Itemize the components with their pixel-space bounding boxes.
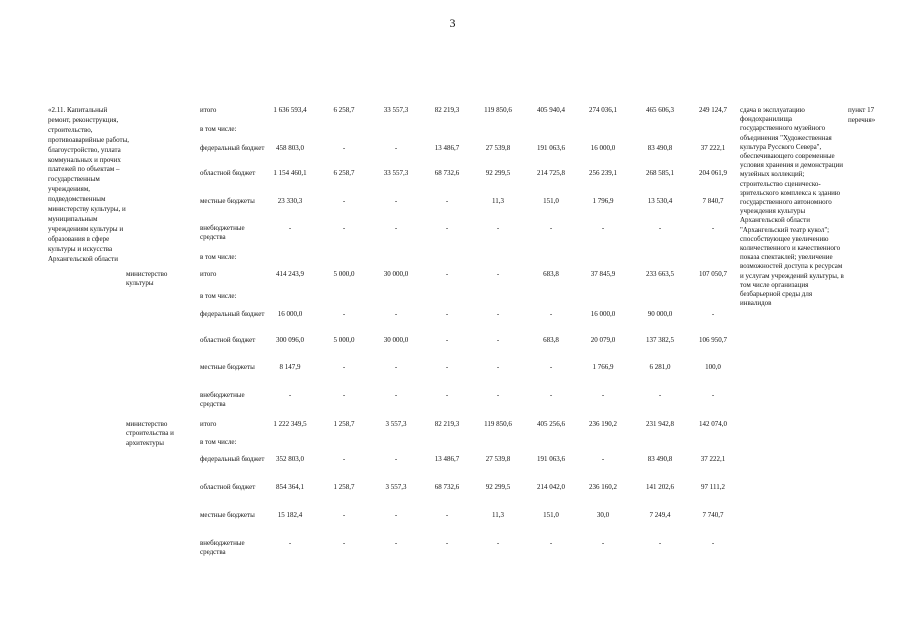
amount-cell: 92 299,5 [485,483,511,491]
amount-cell: 191 063,6 [537,455,565,463]
amount-cell: 1 796,9 [592,197,614,205]
amount-cell: 37 845,9 [590,270,616,278]
amount-cell: - [342,363,346,371]
amount-cell: 33 557,3 [383,169,409,177]
funding-source-label: в том числе: [200,438,237,446]
amount-cell: 1 258,7 [333,483,355,491]
amount-cell: 97 111,2 [701,483,725,491]
amount-cell: - [394,511,398,519]
amount-cell: 300 096,0 [276,336,304,344]
executor: министерство строительства и архитектуры [126,420,174,447]
amount-cell: - [496,270,500,278]
amount-cell: 352 803,0 [276,455,304,463]
amount-cell: - [445,391,449,399]
amount-cell: 106 950,7 [699,336,727,344]
funding-source-label: федеральный бюджет [200,455,265,463]
funding-source-label: внебюджетные средства [200,391,245,409]
amount-cell: 854 364,1 [276,483,304,491]
amount-cell: 33 557,3 [383,106,409,114]
amount-cell: 683,8 [543,336,559,344]
amount-cell: - [342,144,346,152]
amount-cell: - [445,511,449,519]
amount-cell: - [288,539,292,547]
executor: министерство культуры [126,270,168,288]
amount-cell: - [601,391,605,399]
amount-cell: 16 000,0 [277,310,303,318]
funding-source-label: местные бюджеты [200,363,255,371]
amount-cell: 11,3 [492,197,504,205]
amount-cell: 13 530,4 [647,197,673,205]
amount-cell: - [496,391,500,399]
amount-cell: 3 557,3 [385,420,407,428]
amount-cell: 30,0 [596,511,610,519]
amount-cell: - [394,144,398,152]
amount-cell: 142 074,0 [699,420,727,428]
amount-cell: 1 258,7 [333,420,355,428]
funding-source-label: областной бюджет [200,483,256,491]
amount-cell: 465 606,3 [646,106,674,114]
amount-cell: 119 850,6 [484,420,512,428]
expected-result: сдача в эксплуатацию фондохранилища государственного музейного объединения "Художественная культура Русского Севера", обеспечивающего современные условия хранения и демонстрации музейных коллекций; строительство сценическо-зрительского комплекса к зданию государственного автономного учреждения культуры Архангельской области "Архангельский театр кукол"; способствующее увеличению количественного и качественного показа спектаклей; увеличение возможностей доступа к ресурсам и услугам учреждений культуры, в том числе организация безбарьерной среды для инвалидов [740,106,844,308]
amount-cell: - [394,224,398,232]
funding-source-label: в том числе: [200,125,237,133]
amount-cell: - [601,455,605,463]
amount-cell: - [342,197,346,205]
amount-cell: 15 182,4 [277,511,303,519]
amount-cell: 90 000,0 [647,310,673,318]
amount-cell: 5 000,0 [333,336,355,344]
amount-cell: 274 036,1 [589,106,617,114]
amount-cell: 214 042,0 [537,483,565,491]
amount-cell: - [445,363,449,371]
amount-cell: 6 258,7 [333,106,355,114]
amount-cell: - [711,224,715,232]
amount-cell: - [549,224,553,232]
amount-cell: 16 000,0 [590,310,616,318]
amount-cell: - [658,224,662,232]
amount-cell: 16 000,0 [590,144,616,152]
amount-cell: - [549,310,553,318]
amount-cell: - [549,539,553,547]
funding-source-label: в том числе: [200,292,237,300]
amount-cell: 405 940,4 [537,106,565,114]
amount-cell: 100,0 [705,363,721,371]
amount-cell: 137 382,5 [646,336,674,344]
amount-cell: 7 840,7 [702,197,724,205]
funding-source-label: внебюджетные средства [200,539,245,557]
amount-cell: 7 740,7 [702,511,724,519]
amount-cell: - [496,310,500,318]
amount-cell: - [394,391,398,399]
amount-cell: - [496,336,500,344]
funding-source-label: федеральный бюджет [200,144,265,152]
funding-source-label: итого [200,106,217,114]
amount-cell: - [549,391,553,399]
funding-source-label: итого [200,270,217,278]
amount-cell: - [496,539,500,547]
amount-cell: 20 079,0 [590,336,616,344]
amount-cell: 30 000,0 [383,336,409,344]
amount-cell: 1 766,9 [592,363,614,371]
amount-cell: 236 190,2 [589,420,617,428]
amount-cell: - [711,310,715,318]
amount-cell: 204 061,9 [699,169,727,177]
amount-cell: 13 486,7 [434,455,460,463]
amount-cell: - [445,336,449,344]
measure-description: «2.11. Капитальный ремонт, реконструкция, строительство, противоаварийные работы, благоустройство, уплата коммунальных и прочих платежей по объектам – государственным учреждениям, подведомственным министерству культуры, и муниципальным учреждениям культуры и образования в сфере культуры и искусства Архангельской области [48,106,130,263]
amount-cell: 405 256,6 [537,420,565,428]
amount-cell: 414 243,9 [276,270,304,278]
amount-cell: 7 249,4 [649,511,671,519]
amount-cell: 83 490,8 [647,455,673,463]
amount-cell: - [496,363,500,371]
amount-cell: - [342,224,346,232]
amount-cell: 1 636 593,4 [273,106,307,114]
amount-cell: 268 585,1 [646,169,674,177]
amount-cell: - [394,539,398,547]
amount-cell: 37 222,1 [700,144,726,152]
amount-cell: 27 539,8 [485,455,511,463]
amount-cell: - [711,539,715,547]
amount-cell: - [658,539,662,547]
amount-cell: 256 239,1 [589,169,617,177]
amount-cell: 141 202,6 [646,483,674,491]
amount-cell: 683,8 [543,270,559,278]
amount-cell: 231 942,8 [646,420,674,428]
amount-cell: 1 222 349,5 [273,420,307,428]
amount-cell: 30 000,0 [383,270,409,278]
amount-cell: - [445,197,449,205]
amount-cell: 458 803,0 [276,144,304,152]
funding-source-label: местные бюджеты [200,511,255,519]
amount-cell: - [549,363,553,371]
amount-cell: 214 725,8 [537,169,565,177]
amount-cell: - [658,391,662,399]
amount-cell: 82 219,3 [434,420,460,428]
amount-cell: - [445,539,449,547]
amount-cell: 13 486,7 [434,144,460,152]
amount-cell: - [445,224,449,232]
reference: пункт 17 перечня» [848,106,876,124]
amount-cell: - [601,539,605,547]
amount-cell: 68 732,6 [434,483,460,491]
amount-cell: - [445,270,449,278]
amount-cell: 3 557,3 [385,483,407,491]
amount-cell: 11,3 [492,511,504,519]
amount-cell: 37 222,1 [700,455,726,463]
amount-cell: 236 160,2 [589,483,617,491]
amount-cell: - [601,224,605,232]
amount-cell: 27 539,8 [485,144,511,152]
funding-source-label: местные бюджеты [200,197,255,205]
funding-source-label: внебюджетные средства [200,224,245,242]
amount-cell: 151,0 [543,511,559,519]
amount-cell: 151,0 [543,197,559,205]
amount-cell: - [496,224,500,232]
amount-cell: 8 147,9 [279,363,301,371]
amount-cell: 119 850,6 [484,106,512,114]
amount-cell: 68 732,6 [434,169,460,177]
funding-source-label: федеральный бюджет [200,310,265,318]
amount-cell: - [288,224,292,232]
amount-cell: - [342,511,346,519]
amount-cell: - [342,455,346,463]
funding-source-label: областной бюджет [200,336,256,344]
amount-cell: - [394,310,398,318]
amount-cell: - [342,391,346,399]
amount-cell: - [711,391,715,399]
amount-cell: - [394,363,398,371]
amount-cell: 6 258,7 [333,169,355,177]
amount-cell: 6 281,0 [649,363,671,371]
amount-cell: 233 663,5 [646,270,674,278]
amount-cell: - [288,391,292,399]
amount-cell: 23 330,3 [277,197,303,205]
amount-cell: - [342,310,346,318]
amount-cell: 107 050,7 [699,270,727,278]
amount-cell: 5 000,0 [333,270,355,278]
amount-cell: 1 154 460,1 [273,169,307,177]
amount-cell: - [342,539,346,547]
page-number: 3 [449,16,456,30]
amount-cell: - [394,455,398,463]
amount-cell: 191 063,6 [537,144,565,152]
amount-cell: 83 490,8 [647,144,673,152]
amount-cell: - [394,197,398,205]
funding-source-label: областной бюджет [200,169,256,177]
amount-cell: 82 219,3 [434,106,460,114]
amount-cell: 249 124,7 [699,106,727,114]
amount-cell: - [445,310,449,318]
amount-cell: 92 299,5 [485,169,511,177]
funding-source-label: итого [200,420,217,428]
funding-source-label: в том числе: [200,253,237,261]
